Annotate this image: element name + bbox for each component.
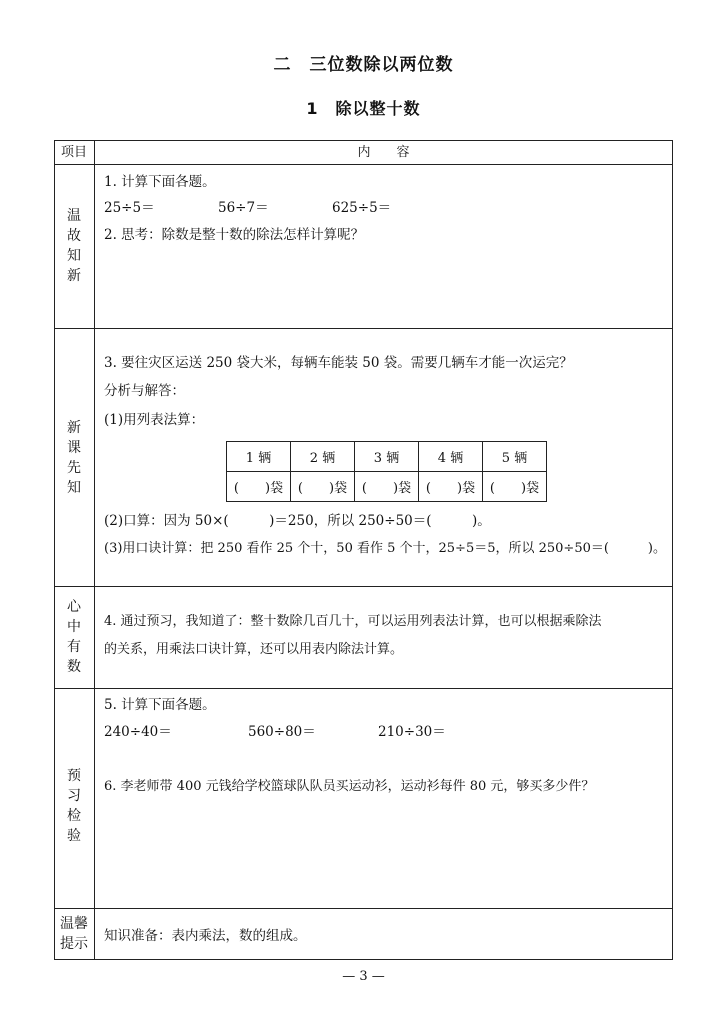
bag-cell[interactable]: ( )袋 bbox=[355, 472, 419, 502]
question-1: 1. 计算下面各题。 bbox=[104, 174, 216, 190]
car-cell: 4 辆 bbox=[419, 442, 483, 472]
calc-item: 56÷7＝ bbox=[218, 200, 269, 216]
row-label-summary: 心 中 有 数 bbox=[67, 599, 81, 675]
calc-item: 240÷40＝ bbox=[104, 724, 172, 740]
calc-item: 560÷80＝ bbox=[248, 724, 316, 740]
bag-cell[interactable]: ( )袋 bbox=[419, 472, 483, 502]
summary-line: 4. 通过预习，我知道了：整十数除几百几十，可以运用列表法计算，也可以根据乘除法 bbox=[104, 614, 602, 629]
method-3: (3)用口诀计算：把 250 看作 25 个十，50 看作 5 个十，25÷5＝5，所以 250÷50＝( )。 bbox=[104, 541, 667, 556]
summary-line: 的关系，用乘法口诀计算，还可以用表内除法计算。 bbox=[104, 642, 404, 657]
row-label-review: 温 故 知 新 bbox=[67, 208, 81, 284]
bag-cell[interactable]: ( )袋 bbox=[483, 472, 547, 502]
car-cell: 1 辆 bbox=[227, 442, 291, 472]
row-divider bbox=[54, 586, 673, 587]
question-3: 3. 要往灾区运送 250 袋大米，每辆车能装 50 袋。需要几辆车才能一次运完？ bbox=[104, 355, 573, 371]
car-cell: 5 辆 bbox=[483, 442, 547, 472]
method-2: (2)口算：因为 50×( )＝250，所以 250÷50＝( )。 bbox=[104, 513, 491, 529]
calc-item: 25÷5＝ bbox=[104, 200, 155, 216]
section-title: 1 除以整十数 bbox=[306, 99, 421, 118]
column-divider bbox=[94, 140, 95, 960]
row-divider bbox=[54, 908, 673, 909]
question-2: 2. 思考：除数是整十数的除法怎样计算呢？ bbox=[104, 227, 365, 243]
row-divider bbox=[54, 328, 673, 329]
calc-item: 625÷5＝ bbox=[332, 200, 392, 216]
analysis-label: 分析与解答： bbox=[104, 383, 185, 399]
car-cell: 3 辆 bbox=[355, 442, 419, 472]
list-method-table bbox=[226, 441, 547, 502]
method-1: (1)用列表法算： bbox=[104, 412, 205, 428]
question-6: 6. 李老师带 400 元钱给学校篮球队队员买运动衫，运动衫每件 80 元，够买多少件？ bbox=[104, 779, 595, 794]
row-label-tip: 温馨 提示 bbox=[60, 916, 88, 952]
header-item: 项目 bbox=[60, 145, 87, 160]
row-label-check: 预 习 检 验 bbox=[67, 768, 81, 844]
car-cell: 2 辆 bbox=[291, 442, 355, 472]
bag-cell[interactable]: ( )袋 bbox=[291, 472, 355, 502]
row-divider bbox=[54, 164, 673, 165]
row-label-preview: 新 课 先 知 bbox=[67, 420, 81, 496]
bag-cell[interactable]: ( )袋 bbox=[227, 472, 291, 502]
chapter-title: 二 三位数除以两位数 bbox=[273, 55, 454, 75]
calc-item: 210÷30＝ bbox=[378, 724, 446, 740]
question-5: 5. 计算下面各题。 bbox=[104, 697, 216, 713]
row-divider bbox=[54, 688, 673, 689]
header-content: 内 容 bbox=[357, 145, 410, 160]
tip-text: 知识准备：表内乘法，数的组成。 bbox=[104, 928, 307, 944]
page-number: — 3 — bbox=[342, 969, 385, 984]
